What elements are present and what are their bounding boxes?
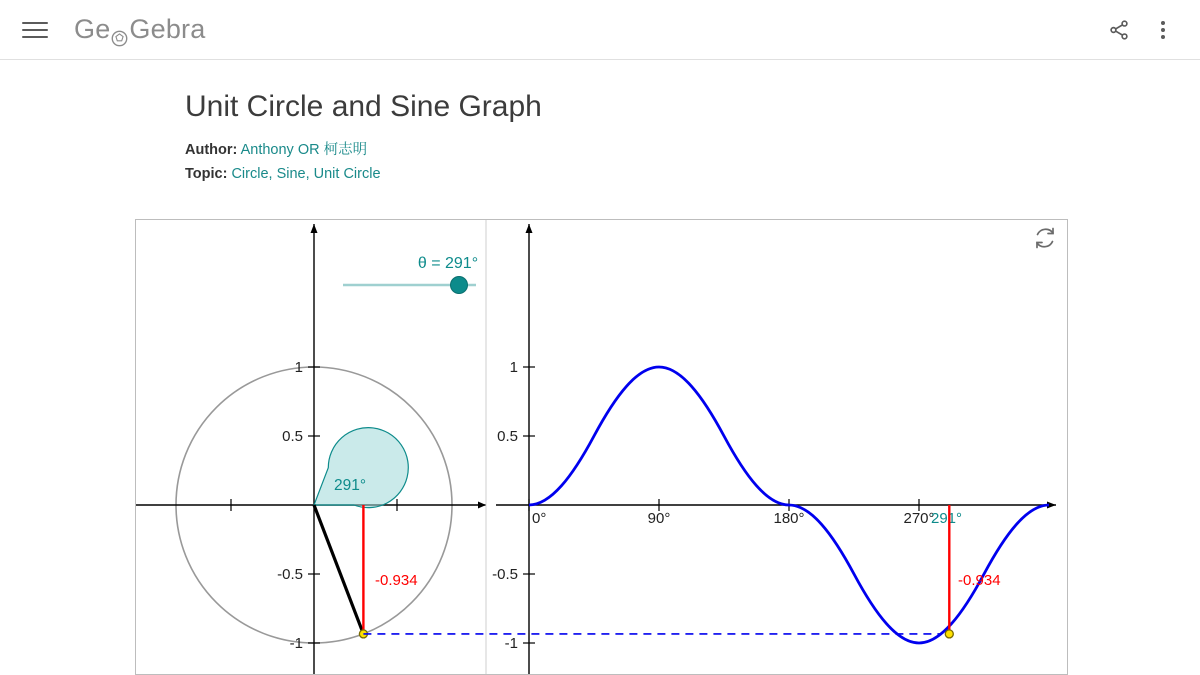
- geogebra-mark-icon: [111, 23, 128, 40]
- author-row: [185, 138, 1200, 159]
- slider-label: θ = 291°: [417, 255, 479, 272]
- brand-text-part1: Ge: [74, 14, 111, 44]
- sine-value-left: -0.934: [375, 572, 418, 589]
- right-axis-label-neg1: -1: [504, 635, 518, 652]
- left-x-axis-arrow: [478, 502, 486, 509]
- x-axis-label-90: 90°: [647, 510, 671, 527]
- applet-canvas[interactable]: [136, 220, 1068, 675]
- refresh-icon[interactable]: [1033, 226, 1059, 252]
- right-y-axis-arrow: [526, 224, 533, 233]
- angle-label: 291°: [334, 477, 367, 494]
- kebab-menu-icon[interactable]: [1148, 15, 1178, 45]
- share-icon[interactable]: [1104, 15, 1134, 45]
- right-axis-label-neg05: -0.5: [492, 566, 518, 583]
- topic-link[interactable]: Circle, Sine, Unit Circle: [231, 166, 381, 182]
- geogebra-logo[interactable]: [74, 14, 205, 45]
- left-axis-label-1: 1: [294, 359, 303, 376]
- brand-text-part2: Gebra: [129, 14, 206, 44]
- geogebra-applet[interactable]: [135, 219, 1068, 675]
- right-axis-label-05: 0.5: [497, 428, 518, 445]
- x-axis-label-0: 0°: [532, 510, 547, 527]
- topic-row: [185, 166, 1200, 182]
- x-axis-label-180: 180°: [773, 510, 805, 527]
- author-label: Author:: [185, 142, 238, 158]
- right-axis-label-1: 1: [509, 359, 518, 376]
- topic-label: Topic:: [185, 166, 228, 182]
- left-axis-label-neg1: -1: [289, 635, 303, 652]
- left-axis-label-05: 0.5: [282, 428, 303, 445]
- app-header: [0, 0, 1200, 60]
- sine-value-right: -0.934: [958, 572, 1001, 589]
- graph-point[interactable]: [945, 630, 953, 638]
- page-content: [0, 90, 1200, 182]
- author-link[interactable]: Anthony OR 柯志明: [240, 142, 368, 158]
- angle-sector: [314, 428, 408, 508]
- left-y-axis-arrow: [311, 224, 318, 233]
- radius-segment: [314, 505, 363, 634]
- angle-tick-label: 291°: [931, 510, 963, 527]
- slider-handle[interactable]: [451, 277, 468, 294]
- page-title: Unit Circle and Sine Graph: [185, 90, 542, 123]
- hamburger-icon[interactable]: [22, 17, 48, 43]
- left-axis-label-neg05: -0.5: [277, 566, 303, 583]
- x-axis-label-270: 270°: [903, 510, 935, 527]
- page-meta: [185, 138, 1200, 182]
